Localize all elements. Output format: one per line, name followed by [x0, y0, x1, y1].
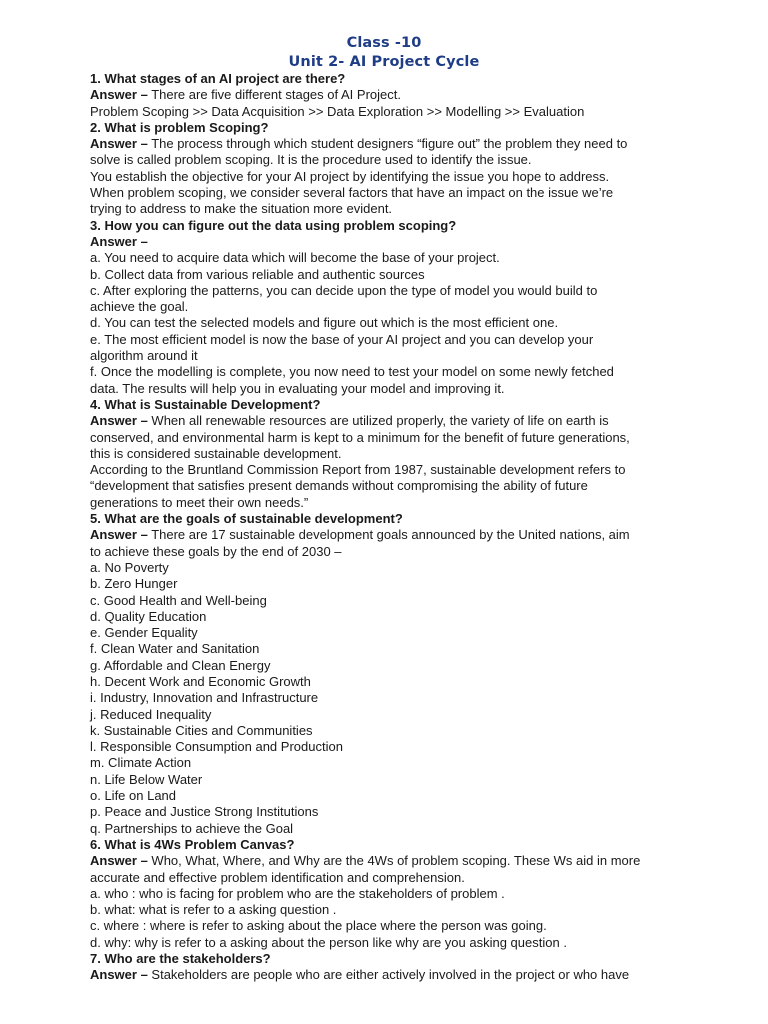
goal-item: a. No Poverty [90, 559, 169, 575]
question-1: 1. What stages of an AI project are there? [90, 71, 346, 86]
answer-2 [90, 136, 690, 152]
answer-5 [90, 527, 690, 543]
list-item: e. The most efficient model is now the base of your AI project and you can develop your [90, 331, 594, 347]
goal-item: j. Reduced Inequality [90, 706, 212, 722]
page-subtitle: Unit 2- AI Project Cycle [288, 54, 480, 70]
list-item: c. After exploring the patterns, you can decide upon the type of model you would build to [90, 282, 598, 298]
answer-1 [90, 87, 690, 103]
list-item: d. why: why is refer to a asking about the person like why are you asking question . [90, 934, 567, 950]
goal-item: c. Good Health and Well-being [90, 592, 267, 608]
question-2: 2. What is problem Scoping? [90, 119, 269, 135]
list-item: c. where : where is refer to asking about the place where the person was going. [90, 918, 547, 934]
goal-item: m. Climate Action [90, 755, 192, 771]
answer-line: Problem Scoping >> Data Acquisition >> Data Exploration >> Modelling >> Evaluation [90, 103, 585, 119]
answer-line: You establish the objective for your AI project by identifying the issue you hope to address. [90, 168, 610, 184]
answer-label: Answer – [90, 87, 148, 103]
question-6: 6. What is 4Ws Problem Canvas? [90, 836, 295, 852]
answer-text: Who, What, Where, and Why are the 4Ws of problem scoping. These Ws aid in more [147, 853, 641, 869]
list-item: b. what: what is refer to a asking question . [90, 902, 337, 918]
answer-text: The process through which student designers “figure out” the problem they need to [147, 136, 628, 152]
question-4: 4. What is Sustainable Development? [90, 396, 321, 412]
goal-item: k. Sustainable Cities and Communities [90, 722, 313, 738]
list-item-cont: data. The results will help you in evaluating your model and improving it. [90, 380, 505, 396]
answer-label: Answer – [90, 136, 148, 152]
document-body [90, 71, 690, 984]
goal-item: n. Life Below Water [90, 771, 203, 787]
answer-label: Answer – [90, 967, 148, 983]
question-5: 5. What are the goals of sustainable development? [90, 511, 403, 527]
answer-4 [90, 413, 690, 429]
answer-line: this is considered sustainable development. [90, 445, 342, 461]
answer-label: Answer – [90, 853, 148, 869]
goal-item: e. Gender Equality [90, 625, 198, 641]
goal-item: l. Responsible Consumption and Production [90, 739, 343, 755]
question-3: 3. How you can figure out the data using problem scoping? [90, 217, 457, 233]
answer-label: Answer – [90, 413, 148, 429]
answer-line: When problem scoping, we consider several factors that have an impact on the issue we’re [90, 185, 614, 201]
question-7: 7. Who are the stakeholders? [90, 951, 271, 967]
answer-line: accurate and effective problem identification and comprehension. [90, 869, 465, 885]
answer-6 [90, 853, 690, 869]
list-item: f. Once the modelling is complete, you now need to test your model on some newly fetched [90, 364, 614, 380]
answer-text: When all renewable resources are utilized properly, the variety of life on earth is [147, 413, 609, 429]
goal-item: f. Clean Water and Sanitation [90, 641, 260, 657]
list-item: a. You need to acquire data which will become the base of your project. [90, 250, 500, 266]
list-item-cont: achieve the goal. [90, 299, 189, 315]
answer-line: solve is called problem scoping. It is the procedure used to identify the issue. [90, 152, 532, 168]
page-title: Class -10 [346, 35, 422, 51]
list-item-cont: algorithm around it [90, 348, 198, 364]
answer-line: to achieve these goals by the end of 2030 – [90, 543, 342, 559]
list-item: a. who : who is facing for problem who are the stakeholders of problem . [90, 885, 505, 901]
answer-label: Answer – [90, 233, 148, 249]
answer-text: There are 17 sustainable development goals announced by the United nations, aim [147, 527, 630, 543]
title-block [0, 34, 768, 72]
answer-label: Answer – [90, 527, 148, 543]
goal-item: g. Affordable and Clean Energy [90, 657, 271, 673]
goal-item: i. Industry, Innovation and Infrastructure [90, 690, 319, 706]
goal-item: o. Life on Land [90, 788, 177, 804]
answer-text: Stakeholders are people who are either actively involved in the project or who have [147, 967, 630, 983]
goal-item: q. Partnerships to achieve the Goal [90, 820, 294, 836]
list-item: d. You can test the selected models and figure out which is the most efficient one. [90, 315, 559, 331]
goal-item: h. Decent Work and Economic Growth [90, 673, 311, 689]
goal-item: d. Quality Education [90, 608, 207, 624]
answer-line: conserved, and environmental harm is kept to a minimum for the benefit of future generations, [90, 429, 630, 445]
goal-item: b. Zero Hunger [90, 576, 178, 592]
answer-line: According to the Bruntland Commission Report from 1987, sustainable development refers to [90, 462, 626, 478]
answer-7 [90, 967, 690, 983]
list-item: b. Collect data from various reliable and authentic sources [90, 266, 425, 282]
goal-item: p. Peace and Justice Strong Institutions [90, 804, 319, 820]
answer-line: “development that satisfies present demands without compromising the ability of future [90, 478, 588, 494]
answer-line: generations to meet their own needs.” [90, 494, 309, 510]
answer-line: trying to address to make the situation more evident. [90, 201, 393, 217]
answer-text: There are five different stages of AI Project. [147, 87, 401, 103]
